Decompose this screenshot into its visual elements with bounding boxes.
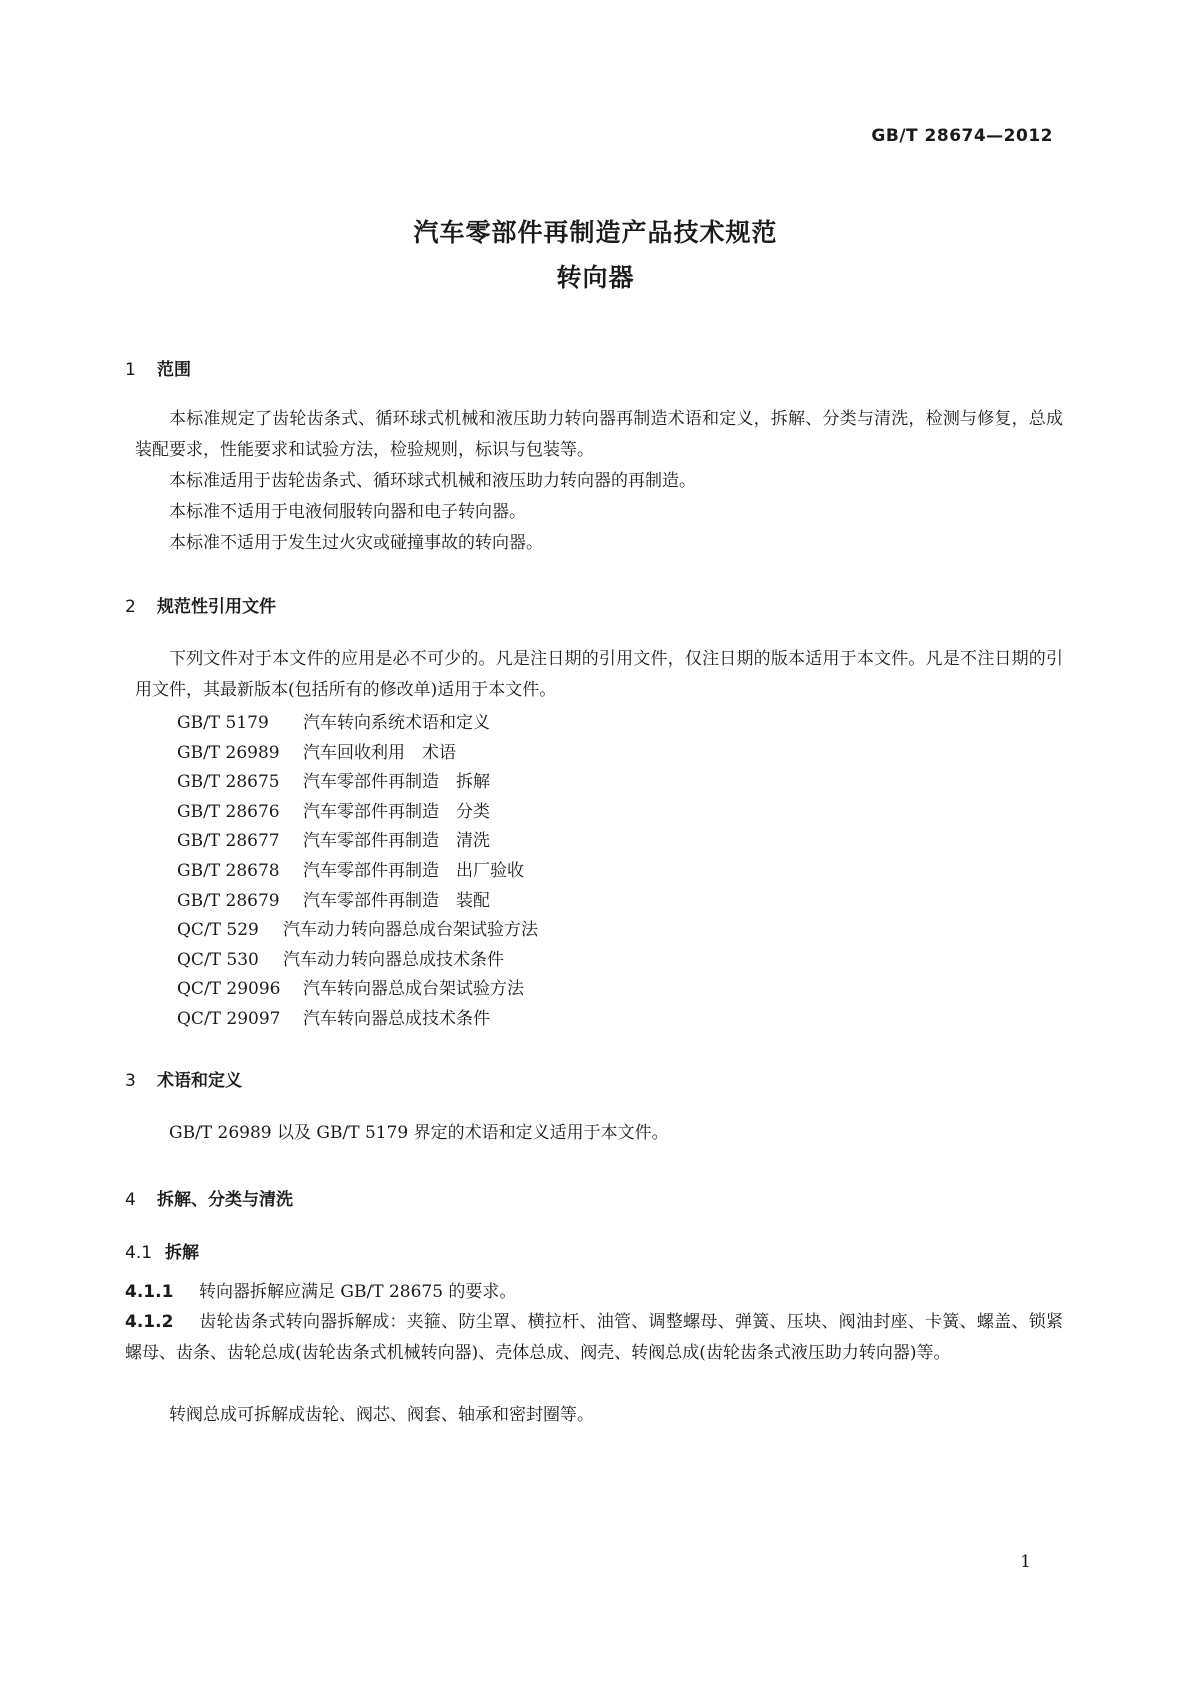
reference-code: GB/T 28679: [177, 891, 280, 911]
reference-title: 汽车转向器总成技术条件: [303, 1009, 490, 1029]
reference-code: GB/T 28675: [177, 772, 280, 792]
reference-title: 汽车零部件再制造 清洗: [303, 831, 490, 851]
reference-title: 汽车零部件再制造 分类: [303, 802, 490, 822]
reference-item: [177, 738, 456, 763]
reference-item: [177, 797, 490, 822]
page-number: 1: [1020, 1552, 1031, 1572]
section-title: 术语和定义: [157, 1071, 242, 1091]
reference-item: [177, 886, 490, 911]
reference-code: QC/T 29097: [177, 1009, 281, 1029]
reference-item: [177, 826, 490, 851]
paragraph: 本标准不适用于发生过火灾或碰撞事故的转向器。: [169, 533, 543, 553]
reference-code: QC/T 29096: [177, 979, 281, 999]
reference-item: [177, 708, 490, 733]
reference-code: QC/T 530: [177, 950, 259, 970]
subsection-4-1-heading: [125, 1238, 199, 1263]
subsection-title: 拆解: [165, 1243, 199, 1263]
reference-title: 汽车零部件再制造 拆解: [303, 772, 490, 792]
clause-number: 4.1.2: [125, 1312, 174, 1332]
standard-code: GB/T 28674—2012: [871, 126, 1053, 146]
reference-code: GB/T 5179: [177, 713, 269, 733]
document-title: 汽车零部件再制造产品技术规范: [413, 218, 778, 247]
clause-text: 齿轮齿条式转向器拆解成：夹箍、防尘罩、横拉杆、油管、调整螺母、弹簧、压块、阀油封座、卡簧、螺盖、锁紧螺母、齿条、齿轮总成(齿轮齿条式机械转向器)、壳体总成、阀壳、转阀总成(齿轮齿条式液压助力转向器)等。: [125, 1312, 1063, 1363]
section-1-heading: [125, 355, 191, 380]
section-2-heading: [125, 592, 276, 617]
reference-code: QC/T 529: [177, 920, 259, 940]
section-1-body: [135, 404, 1063, 559]
section-number: 3: [125, 1071, 136, 1091]
clause-4-1-2-note: [135, 1400, 1063, 1431]
reference-code: GB/T 28677: [177, 831, 280, 851]
paragraph: 转阀总成可拆解成齿轮、阀芯、阀套、轴承和密封圈等。: [169, 1405, 594, 1425]
reference-code: GB/T 28676: [177, 802, 280, 822]
reference-item: [177, 974, 524, 999]
reference-item: [177, 1004, 490, 1029]
section-title: 拆解、分类与清洗: [157, 1190, 293, 1210]
section-2-intro: [135, 644, 1063, 706]
reference-title: 汽车转向系统术语和定义: [303, 713, 490, 733]
section-title: 规范性引用文件: [157, 597, 276, 617]
clause-text: 转向器拆解应满足 GB/T 28675 的要求。: [199, 1282, 517, 1302]
section-4-heading: [125, 1185, 293, 1210]
reference-item: [177, 856, 524, 881]
clause-4-1-1: [125, 1277, 516, 1308]
document-subtitle: 转向器: [556, 263, 635, 292]
reference-item: [177, 945, 504, 970]
section-number: 2: [125, 597, 136, 617]
paragraph: GB/T 26989 以及 GB/T 5179 界定的术语和定义适用于本文件。: [169, 1123, 669, 1143]
section-title: 范围: [157, 360, 191, 380]
reference-code: GB/T 26989: [177, 743, 280, 763]
reference-item: [177, 915, 538, 940]
reference-title: 汽车零部件再制造 装配: [303, 891, 490, 911]
section-3-heading: [125, 1066, 242, 1091]
reference-title: 汽车动力转向器总成技术条件: [283, 950, 504, 970]
clause-4-1-2: [125, 1307, 1063, 1369]
clause-number: 4.1.1: [125, 1282, 174, 1302]
reference-title: 汽车回收利用 术语: [303, 743, 456, 763]
reference-title: 汽车零部件再制造 出厂验收: [303, 861, 524, 881]
reference-item: [177, 767, 490, 792]
section-number: 1: [125, 360, 136, 380]
section-number: 4: [125, 1190, 136, 1210]
paragraph: 本标准规定了齿轮齿条式、循环球式机械和液压助力转向器再制造术语和定义，拆解、分类与清洗，检测与修复，总成装配要求，性能要求和试验方法，检验规则，标识与包装等。: [135, 409, 1063, 460]
subsection-number: 4.1: [125, 1243, 153, 1263]
paragraph: 下列文件对于本文件的应用是必不可少的。凡是注日期的引用文件，仅注日期的版本适用于本文件。凡是不注日期的引用文件，其最新版本(包括所有的修改单)适用于本文件。: [135, 649, 1063, 700]
paragraph: 本标准适用于齿轮齿条式、循环球式机械和液压助力转向器的再制造。: [169, 471, 696, 491]
reference-title: 汽车转向器总成台架试验方法: [303, 979, 524, 999]
paragraph: 本标准不适用于电液伺服转向器和电子转向器。: [169, 502, 526, 522]
section-3-body: [135, 1118, 1063, 1149]
reference-title: 汽车动力转向器总成台架试验方法: [283, 920, 538, 940]
reference-code: GB/T 28678: [177, 861, 280, 881]
